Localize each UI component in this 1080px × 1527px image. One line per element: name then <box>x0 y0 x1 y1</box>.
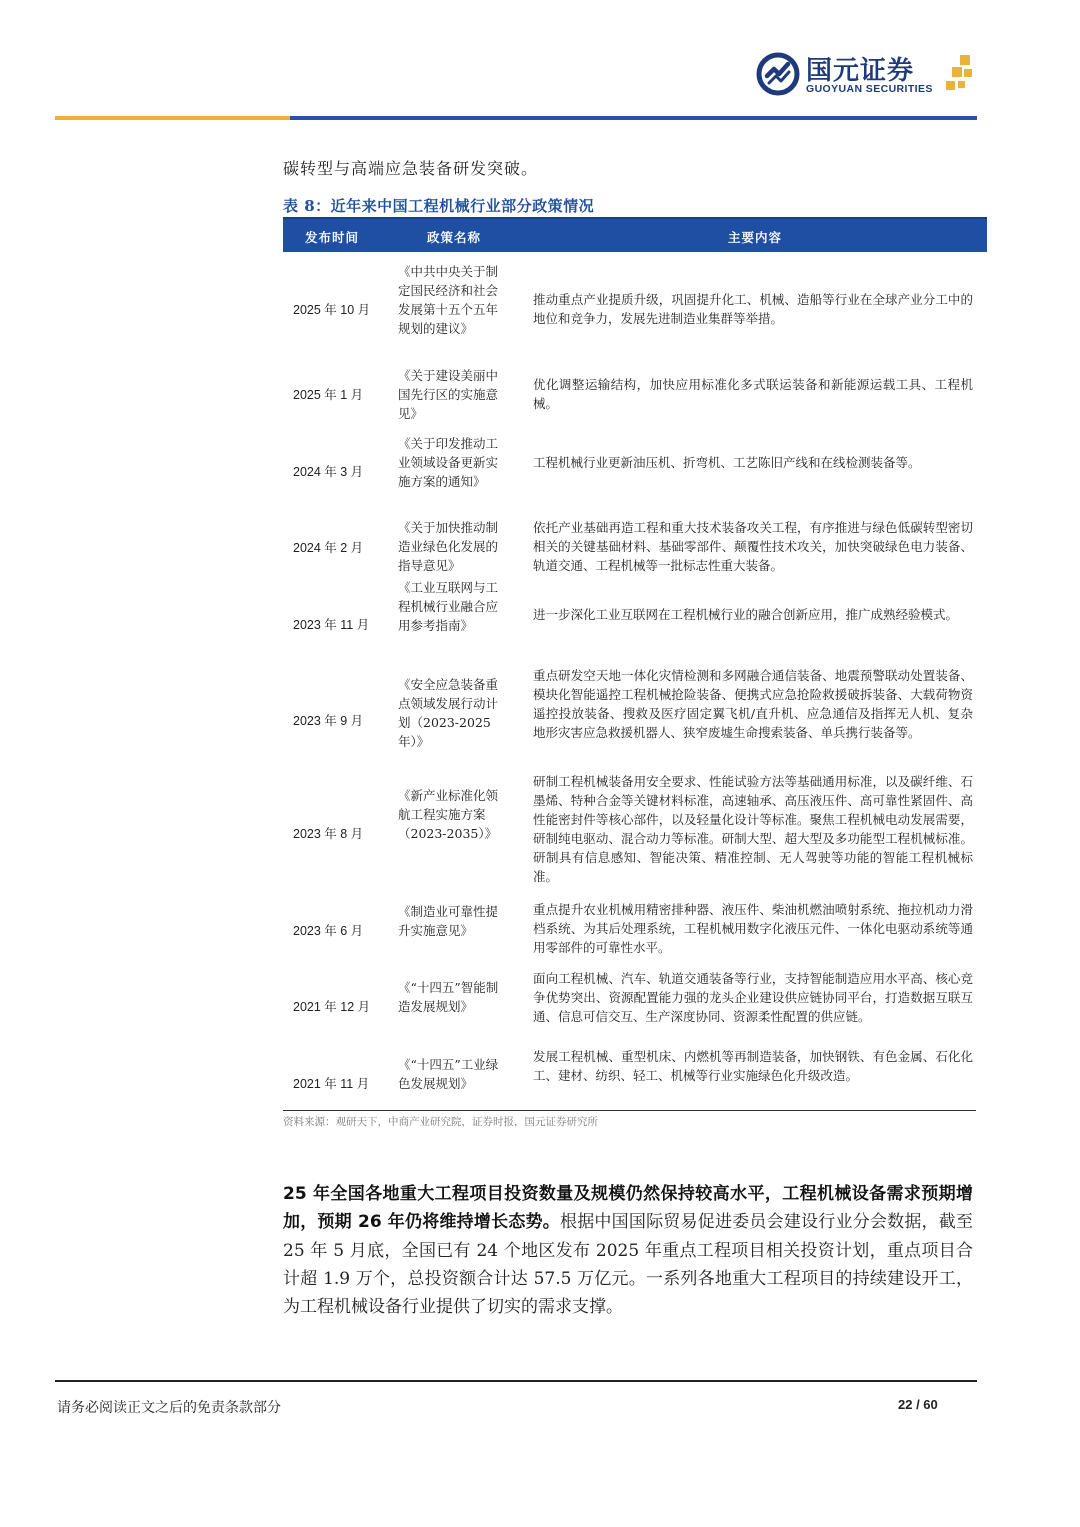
paragraph-text: 根据中国国际贸易促进委员会建设行业分会数据，截至 25 年 5 月底，全国已有 24 个地区发布 2025 年重点工程项目相关投资计划，重点项目合计超 1.9 万个，总投资额合计达 57.5 万亿元。一系列各地重大工程项目的持续建设开工，为工程机械设备行业提供了切实的需求支撑。 <box>283 1212 973 1318</box>
gold-squares-icon <box>942 55 978 95</box>
cell-date: 2023 年 9 月 <box>293 714 364 728</box>
cell-policy-name: 《关于印发推动工业领域设备更新实施方案的通知》 <box>398 436 499 489</box>
table-row <box>283 668 987 753</box>
paragraph-emphasis: 25 年全国各地重大工程项目投资数量及规模仍然保持较高水平，工程机械设备需求预期增加，预期 26 年仍将维持增长态势。 <box>283 1184 973 1233</box>
cell-content: 优化调整运输结构，加快应用标准化多式联运装备和新能源运载工具、工程机械。 <box>533 377 973 411</box>
cell-policy-name: 《制造业可靠性提升实施意见》 <box>398 904 499 938</box>
column-header-content: 主要内容 <box>728 230 783 245</box>
table-source-note: 资料来源：观研天下，中商产业研究院，证券时报，国元证券研究所 <box>283 1116 598 1128</box>
cell-date: 2023 年 6 月 <box>293 924 364 938</box>
cell-content: 重点研发空天地一体化灾情检测和多网融合通信装备、地震预警联动处置装备、模块化智能遥控工程机械抢险装备、便携式应急抢险救援破拆装备、大载荷物资遥控投放装备、搜救及医疗固定翼飞机/直升机、应急通信及指挥无人机、复杂地形灾害应急救援机器人、狭窄废墟生命搜索装备、单兵携行装备等。 <box>533 668 973 740</box>
footer-divider <box>55 1380 977 1382</box>
cell-policy-name: 《“十四五”智能制造发展规划》 <box>398 980 499 1014</box>
cell-policy-name: 《中共中央关于制定国民经济和社会发展第十五个五年规划的建议》 <box>398 264 499 336</box>
table-title: 表 8：近年来中国工程机械行业部分政策情况 <box>283 197 595 215</box>
cell-content: 重点提升农业机械用精密排种器、液压件、柴油机燃油喷射系统、拖拉机动力滑档系统、为其后处理系统，工程机械用数字化液压元件、一体化电驱动系统等通用零部件的可靠性水平。 <box>533 902 973 955</box>
table-header <box>283 217 987 252</box>
cell-content: 工程机械行业更新油压机、折弯机、工艺陈旧产线和在线检测装备等。 <box>533 455 921 470</box>
cell-content: 发展工程机械、重型机床、内燃机等再制造装备，加快钢铁、有色金属、石化化工、建材、纺织、轻工、机械等行业实施绿色化升级改造。 <box>533 1049 973 1083</box>
table-bottom-rule <box>283 1110 976 1111</box>
header-divider <box>55 116 977 120</box>
cell-content: 依托产业基础再造工程和重大技术装备攻关工程，有序推进与绿色低碳转型密切相关的关键基础材料、基础零部件、颠覆性技术攻关，加快突破绿色电力装备、轨道交通、工程机械等一批标志性重大装备。 <box>533 520 973 573</box>
column-header-policy-name: 政策名称 <box>427 230 482 245</box>
policy-table <box>283 217 987 1091</box>
footer-disclaimer: 请务必阅读正文之后的免责条款部分 <box>57 1400 281 1416</box>
guoyuan-logo-icon <box>756 52 800 96</box>
table-row <box>283 580 987 666</box>
cell-content: 研制工程机械装备用安全要求、性能试验方法等基础通用标准，以及碳纤维、石墨烯、特种合金等关键材料标准，高速轴承、高压液压件、高可靠性紧固件、高性能密封件等核心部件，以及轻量化设计等标准。聚焦工程机械电动发展需要，研制纯电驱动、混合动力等标准。研制大型、超大型及多功能型工程机械标准。研制具有信息感知、智能决策、精准控制、无人驾驶等功能的智能工程机械标准。 <box>533 774 973 884</box>
cell-date: 2023 年 8 月 <box>293 827 364 841</box>
body-paragraph <box>283 1180 973 1321</box>
cell-date: 2024 年 2 月 <box>293 541 364 555</box>
page-number: 22 / 60 <box>898 1397 938 1412</box>
lead-text: 碳转型与高端应急装备研发突破。 <box>283 159 539 178</box>
table-row <box>283 968 987 1047</box>
cell-date: 2024 年 3 月 <box>293 465 364 479</box>
cell-policy-name: 《“十四五”工业绿色发展规划》 <box>398 1057 499 1091</box>
table-row <box>283 252 987 336</box>
cell-content: 面向工程机械、汽车、轨道交通装备等行业，支持智能制造应用水平高、核心竞争优势突出、资源配置能力强的龙头企业建设供应链协同平台，打造数据互联互通、信息可信交互、生产深度协同、资源柔性配置的供应链。 <box>533 971 973 1024</box>
cell-date: 2021 年 12 月 <box>293 1000 371 1014</box>
cell-policy-name: 《安全应急装备重点领域发展行动计划（2023-2025 年）》 <box>398 677 499 749</box>
company-name-en: GUOYUAN SECURITIES <box>806 83 933 95</box>
cell-date: 2025 年 1 月 <box>293 388 364 402</box>
column-header-date: 发布时间 <box>305 230 360 245</box>
cell-policy-name: 《关于建设美丽中国先行区的实施意见》 <box>398 368 499 421</box>
cell-policy-name: 《关于加快推动制造业绿色化发展的指导意见》 <box>398 520 499 573</box>
cell-content: 推动重点产业提质升级，巩固提升化工、机械、造船等行业在全球产业分工中的地位和竞争力，发展先进制造业集群等举措。 <box>533 292 973 326</box>
cell-policy-name: 《工业互联网与工程机械行业融合应用参考指南》 <box>398 580 499 633</box>
table-row <box>283 517 987 596</box>
cell-policy-name: 《新产业标准化领航工程实施方案（2023-2035）》 <box>398 788 499 841</box>
cell-date: 2025 年 10 月 <box>293 303 371 317</box>
table-row <box>283 433 987 512</box>
cell-date: 2021 年 11 月 <box>293 1077 370 1091</box>
cell-date: 2023 年 11 月 <box>293 618 370 632</box>
cell-content: 进一步深化工业互联网在工程机械行业的融合创新应用，推广成熟经验模式。 <box>533 607 959 622</box>
company-name-cn: 国元证券 <box>806 56 915 86</box>
company-logo <box>756 50 986 100</box>
table-row <box>283 774 987 884</box>
